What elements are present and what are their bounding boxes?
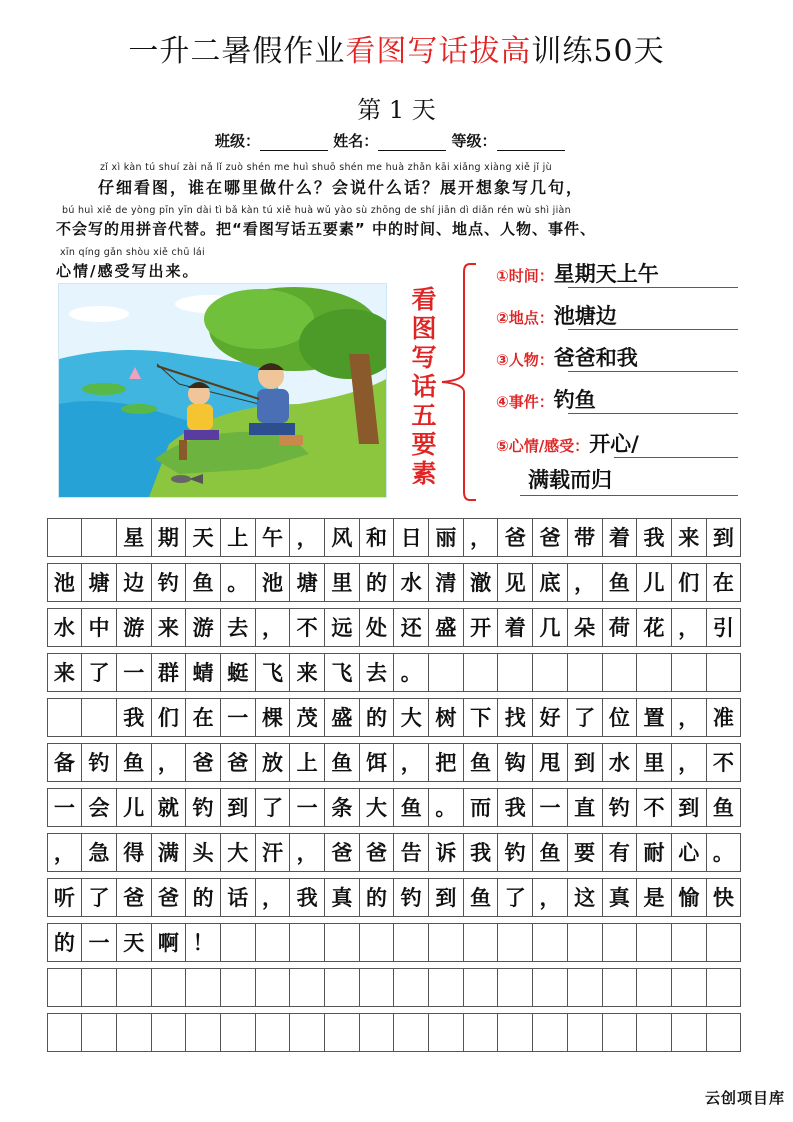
essay-cell[interactable]: 找 [497,698,533,737]
essay-cell[interactable] [289,968,325,1007]
essay-cell[interactable]: 不 [706,743,742,782]
essay-cell[interactable]: 爸 [324,833,360,872]
essay-cell[interactable] [706,653,742,692]
essay-cell[interactable]: 鱼 [463,878,499,917]
essay-cell[interactable]: 的 [359,878,395,917]
essay-cell[interactable]: 位 [602,698,638,737]
essay-cell[interactable]: ， [255,878,291,917]
essay-cell[interactable] [393,968,429,1007]
essay-cell[interactable]: 钩 [497,743,533,782]
essay-cell[interactable] [151,1013,187,1052]
essay-cell[interactable]: 不 [636,788,672,827]
element-value: 开心/ [589,432,639,456]
essay-cell[interactable]: 到 [671,788,707,827]
essay-cell[interactable] [636,653,672,692]
essay-cell[interactable]: 期 [151,518,187,557]
essay-cell[interactable] [602,968,638,1007]
essay-cell[interactable]: 盛 [324,698,360,737]
essay-cell[interactable]: 条 [324,788,360,827]
essay-cell[interactable]: ， [532,878,568,917]
essay-cell[interactable] [567,653,603,692]
essay-cell[interactable] [255,1013,291,1052]
essay-cell[interactable]: 一 [289,788,325,827]
essay-cell[interactable]: 鱼 [706,788,742,827]
element-value: 星期天上午 [553,262,659,286]
essay-cell[interactable]: 大 [220,833,256,872]
essay-cell[interactable] [497,923,533,962]
essay-cell[interactable] [220,968,256,1007]
essay-cell[interactable]: 心 [671,833,707,872]
essay-cell[interactable] [185,968,221,1007]
essay-cell[interactable]: 塘 [81,563,117,602]
essay-cell[interactable]: 盛 [428,608,464,647]
essay-cell[interactable] [567,968,603,1007]
essay-cell[interactable]: 了 [567,698,603,737]
essay-cell[interactable]: 棵 [255,698,291,737]
element-value: 池塘边 [553,304,617,328]
essay-cell[interactable]: 到 [567,743,603,782]
essay-cell[interactable]: 开 [463,608,499,647]
essay-cell[interactable] [220,923,256,962]
essay-cell[interactable] [602,1013,638,1052]
name-label: 姓名： [333,132,379,150]
essay-cell[interactable]: 爸 [220,743,256,782]
essay-cell[interactable]: 里 [324,563,360,602]
title-highlight: 看图写话拔高 [345,34,532,69]
essay-cell[interactable] [185,1013,221,1052]
essay-cell[interactable] [463,1013,499,1052]
essay-cell[interactable]: 天 [185,518,221,557]
essay-cell[interactable]: 游 [185,608,221,647]
essay-cell[interactable] [359,1013,395,1052]
essay-cell[interactable] [255,968,291,1007]
essay-cell[interactable]: 诉 [428,833,464,872]
essay-cell[interactable]: 甩 [532,743,568,782]
essay-cell[interactable] [671,923,707,962]
essay-cell[interactable]: 放 [255,743,291,782]
essay-cell[interactable]: 了 [81,878,117,917]
essay-cell[interactable]: 澈 [463,563,499,602]
essay-cell[interactable]: 中 [81,608,117,647]
essay-cell[interactable] [47,518,83,557]
essay-cell[interactable]: 蜻 [185,653,221,692]
essay-cell[interactable]: 钓 [151,563,187,602]
essay-cell[interactable]: 爸 [151,878,187,917]
essay-cell[interactable]: 爸 [532,518,568,557]
essay-grid [47,518,741,1058]
essay-cell[interactable]: 爸 [497,518,533,557]
essay-cell[interactable]: 朵 [567,608,603,647]
essay-cell[interactable]: 丽 [428,518,464,557]
essay-cell[interactable]: 真 [324,878,360,917]
element-value: 满载而归 [528,468,612,492]
essay-cell[interactable]: 耐 [636,833,672,872]
essay-cell[interactable]: 了 [81,653,117,692]
essay-cell[interactable]: 着 [497,608,533,647]
essay-cell[interactable]: 有 [602,833,638,872]
day-label: 第 1 天 [357,96,436,124]
essay-cell[interactable] [602,653,638,692]
essay-cell[interactable]: 着 [602,518,638,557]
essay-cell[interactable] [532,653,568,692]
essay-cell[interactable]: 要 [567,833,603,872]
essay-cell[interactable]: 爸 [359,833,395,872]
essay-cell[interactable]: 我 [116,698,152,737]
essay-cell[interactable] [116,968,152,1007]
essay-cell[interactable]: 备 [47,743,83,782]
essay-cell[interactable]: 钓 [81,743,117,782]
essay-cell[interactable] [81,968,117,1007]
essay-cell[interactable] [636,968,672,1007]
essay-cell[interactable]: 到 [220,788,256,827]
essay-cell[interactable] [671,968,707,1007]
essay-cell[interactable]: 底 [532,563,568,602]
essay-cell[interactable]: 我 [636,518,672,557]
essay-cell[interactable] [428,653,464,692]
essay-cell[interactable] [359,923,395,962]
essay-cell[interactable]: 把 [428,743,464,782]
essay-cell[interactable]: 好 [532,698,568,737]
essay-cell[interactable]: 会 [81,788,117,827]
essay-cell[interactable]: 里 [636,743,672,782]
essay-cell[interactable] [636,923,672,962]
essay-cell[interactable]: 蜓 [220,653,256,692]
element-event [496,384,741,416]
essay-cell[interactable] [359,968,395,1007]
grade-label: 等级： [451,132,497,150]
essay-cell[interactable]: 去 [220,608,256,647]
essay-cell[interactable]: 。 [393,653,429,692]
essay-cell[interactable]: 花 [636,608,672,647]
essay-cell[interactable] [532,968,568,1007]
title-suffix: 训练50天 [531,34,665,69]
essay-cell[interactable]: 一 [532,788,568,827]
essay-cell[interactable] [47,698,83,737]
essay-cell[interactable]: ， [671,698,707,737]
essay-cell[interactable]: ， [255,608,291,647]
essay-cell[interactable]: 水 [602,743,638,782]
essay-cell[interactable]: 处 [359,608,395,647]
essay-cell[interactable]: 而 [463,788,499,827]
essay-cell[interactable] [706,1013,742,1052]
student-info-line [215,130,615,151]
essay-cell[interactable]: 大 [359,788,395,827]
essay-cell[interactable]: 钓 [185,788,221,827]
essay-cell[interactable]: ， [47,833,83,872]
essay-cell[interactable]: 。 [706,833,742,872]
essay-cell[interactable]: 儿 [636,563,672,602]
essay-cell[interactable]: 我 [463,833,499,872]
essay-cell[interactable]: 茂 [289,698,325,737]
essay-cell[interactable]: 远 [324,608,360,647]
essay-cell[interactable]: 钓 [602,788,638,827]
essay-cell[interactable] [602,923,638,962]
illustration-svg [59,284,386,497]
essay-cell[interactable]: ， [393,743,429,782]
essay-cell[interactable]: 话 [220,878,256,917]
essay-cell[interactable] [463,968,499,1007]
essay-cell[interactable]: 飞 [255,653,291,692]
essay-cell[interactable]: ， [289,833,325,872]
element-value: 钓鱼 [553,388,596,412]
essay-cell[interactable]: 一 [220,698,256,737]
essay-cell[interactable] [324,1013,360,1052]
essay-cell[interactable] [671,653,707,692]
essay-cell[interactable]: 池 [47,563,83,602]
essay-cell[interactable] [393,1013,429,1052]
instruction-text: 不会写的用拼音代替。把“看图写话五要素” 中的时间、地点、人物、事件、 [56,220,596,238]
essay-cell[interactable]: 几 [532,608,568,647]
instruction-line-2 [56,205,776,239]
essay-cell[interactable]: 愉 [671,878,707,917]
essay-cell[interactable] [463,653,499,692]
element-label: ③人物： [496,351,554,369]
essay-cell[interactable] [116,1013,152,1052]
row-gap [47,1051,741,1058]
essay-cell[interactable]: 鱼 [532,833,568,872]
essay-cell[interactable]: 塘 [289,563,325,602]
essay-cell[interactable]: 荷 [602,608,638,647]
essay-cell[interactable]: 边 [116,563,152,602]
essay-cell[interactable]: 鱼 [602,563,638,602]
essay-cell[interactable]: 星 [116,518,152,557]
essay-cell[interactable]: 水 [47,608,83,647]
essay-cell[interactable]: 告 [393,833,429,872]
essay-cell[interactable]: 钓 [393,878,429,917]
essay-cell[interactable]: 们 [671,563,707,602]
class-field[interactable] [260,134,328,151]
essay-cell[interactable]: 来 [289,653,325,692]
essay-cell[interactable] [47,968,83,1007]
essay-cell[interactable]: 的 [47,923,83,962]
essay-cell[interactable]: 一 [81,923,117,962]
essay-cell[interactable]: 我 [497,788,533,827]
essay-cell[interactable]: 午 [255,518,291,557]
essay-cell[interactable]: ， [289,518,325,557]
essay-cell[interactable] [289,1013,325,1052]
essay-cell[interactable]: 就 [151,788,187,827]
essay-cell[interactable] [324,968,360,1007]
essay-cell[interactable]: 儿 [116,788,152,827]
element-label: ②地点： [496,309,554,327]
element-label: ⑤心情/感受： [496,437,590,455]
essay-cell[interactable]: 这 [567,878,603,917]
essay-cell[interactable]: 带 [567,518,603,557]
element-value: 爸爸和我 [553,346,638,370]
essay-cell[interactable] [497,968,533,1007]
essay-cell[interactable]: 爸 [185,743,221,782]
essay-cell[interactable]: 汗 [255,833,291,872]
essay-cell[interactable]: 不 [289,608,325,647]
essay-cell[interactable] [428,968,464,1007]
essay-cell[interactable]: 准 [706,698,742,737]
essay-cell[interactable] [706,968,742,1007]
essay-cell[interactable] [151,968,187,1007]
essay-cell[interactable]: 来 [47,653,83,692]
instruction-pinyin: zǐ xì kàn tú shuí zài nǎ lǐ zuò shén me huì shuō shén me huà zhǎn kāi xiǎng xiàng xiě jǐ jù [100,162,552,173]
essay-cell[interactable] [81,698,117,737]
essay-cell[interactable]: 我 [289,878,325,917]
element-place [496,300,741,332]
essay-cell[interactable]: 一 [116,653,152,692]
essay-cell[interactable] [220,1013,256,1052]
essay-cell[interactable]: 的 [359,698,395,737]
essay-cell[interactable]: 上 [220,518,256,557]
essay-cell[interactable]: 下 [463,698,499,737]
essay-cell[interactable] [497,1013,533,1052]
element-label: ④事件： [496,393,554,411]
essay-cell[interactable]: 池 [255,563,291,602]
essay-cell[interactable]: 鱼 [185,563,221,602]
instruction-line-1 [56,162,776,198]
essay-cell[interactable] [428,1013,464,1052]
essay-cell[interactable] [532,1013,568,1052]
essay-cell[interactable] [497,653,533,692]
essay-cell[interactable]: 鱼 [463,743,499,782]
essay-cell[interactable]: 一 [47,788,83,827]
essay-cell[interactable]: 天 [116,923,152,962]
essay-cell[interactable] [532,923,568,962]
essay-cell[interactable] [324,923,360,962]
essay-cell[interactable] [393,923,429,962]
element-label: ①时间： [496,267,554,285]
essay-cell[interactable]: 日 [393,518,429,557]
essay-cell[interactable]: 在 [706,563,742,602]
essay-cell[interactable]: 鱼 [324,743,360,782]
essay-cell[interactable]: 到 [706,518,742,557]
essay-cell[interactable]: 头 [185,833,221,872]
instruction-pinyin: xīn qíng gǎn shòu xiě chū lái [60,247,205,258]
essay-cell[interactable]: 还 [393,608,429,647]
name-field[interactable] [378,134,446,151]
element-people [496,342,741,374]
essay-cell[interactable]: ， [671,743,707,782]
essay-cell[interactable]: ！ [185,923,221,962]
essay-cell[interactable]: 清 [428,563,464,602]
essay-cell[interactable]: 游 [116,608,152,647]
essay-cell[interactable]: 水 [393,563,429,602]
essay-cell[interactable]: 得 [116,833,152,872]
essay-cell[interactable] [567,923,603,962]
essay-cell[interactable]: 爸 [116,878,152,917]
grade-field[interactable] [497,134,565,151]
essay-cell[interactable]: 的 [359,563,395,602]
essay-cell[interactable] [463,923,499,962]
essay-cell[interactable]: 的 [185,878,221,917]
essay-cell[interactable]: 在 [185,698,221,737]
essay-cell[interactable]: 鱼 [116,743,152,782]
essay-cell[interactable]: 群 [151,653,187,692]
essay-cell[interactable]: 到 [428,878,464,917]
element-feeling [496,428,741,460]
watermark: 云创项目库 [704,1089,785,1107]
essay-cell[interactable]: ， [151,743,187,782]
essay-cell[interactable] [706,923,742,962]
essay-cell[interactable]: 见 [497,563,533,602]
essay-cell[interactable]: 们 [151,698,187,737]
essay-cell[interactable]: 听 [47,878,83,917]
essay-cell[interactable]: 风 [324,518,360,557]
essay-cell[interactable]: 急 [81,833,117,872]
essay-cell[interactable]: 飞 [324,653,360,692]
essay-cell[interactable]: ， [671,608,707,647]
essay-cell[interactable]: 真 [602,878,638,917]
essay-cell[interactable]: 了 [255,788,291,827]
essay-cell[interactable]: 。 [220,563,256,602]
instruction-text: 心情/感受写出来。 [56,262,200,280]
essay-cell[interactable]: 大 [393,698,429,737]
essay-cell[interactable] [289,923,325,962]
bracket-icon [438,262,478,502]
essay-cell[interactable]: ， [463,518,499,557]
fishing-illustration [58,283,387,498]
essay-cell[interactable]: 满 [151,833,187,872]
essay-cell[interactable] [567,1013,603,1052]
essay-cell[interactable]: 上 [289,743,325,782]
element-time [496,258,741,290]
five-elements-title: 看图写话五要素 [411,285,437,488]
essay-cell[interactable]: 啊 [151,923,187,962]
title-prefix: 一升二暑假作业 [128,34,346,69]
essay-cell[interactable]: 饵 [359,743,395,782]
instruction-text: 仔细看图，谁在哪里做什么？会说什么话？展开想象写几句， [98,178,585,197]
class-label: 班级： [215,132,261,150]
page-title [0,26,793,70]
essay-cell[interactable] [81,1013,117,1052]
essay-cell[interactable] [255,923,291,962]
element-feeling-cont [528,464,773,496]
essay-cell[interactable]: 了 [497,878,533,917]
essay-cell[interactable]: 。 [428,788,464,827]
essay-cell[interactable]: 来 [671,518,707,557]
essay-cell[interactable]: 去 [359,653,395,692]
essay-cell[interactable]: ， [567,563,603,602]
essay-cell[interactable]: 置 [636,698,672,737]
essay-cell[interactable] [81,518,117,557]
essay-cell[interactable]: 树 [428,698,464,737]
essay-cell[interactable]: 来 [151,608,187,647]
essay-cell[interactable] [428,923,464,962]
essay-cell[interactable] [671,1013,707,1052]
essay-cell[interactable]: 是 [636,878,672,917]
essay-cell[interactable]: 快 [706,878,742,917]
essay-cell[interactable]: 直 [567,788,603,827]
essay-cell[interactable]: 和 [359,518,395,557]
essay-cell[interactable] [47,1013,83,1052]
essay-cell[interactable]: 钓 [497,833,533,872]
instruction-pinyin: bú huì xiě de yòng pīn yīn dài tì bǎ kàn tú xiě huà wǔ yào sù zhōng de shí jiān dì diǎn rén wù shì jiàn [62,205,571,216]
essay-cell[interactable]: 引 [706,608,742,647]
essay-cell[interactable] [636,1013,672,1052]
essay-cell[interactable]: 鱼 [393,788,429,827]
